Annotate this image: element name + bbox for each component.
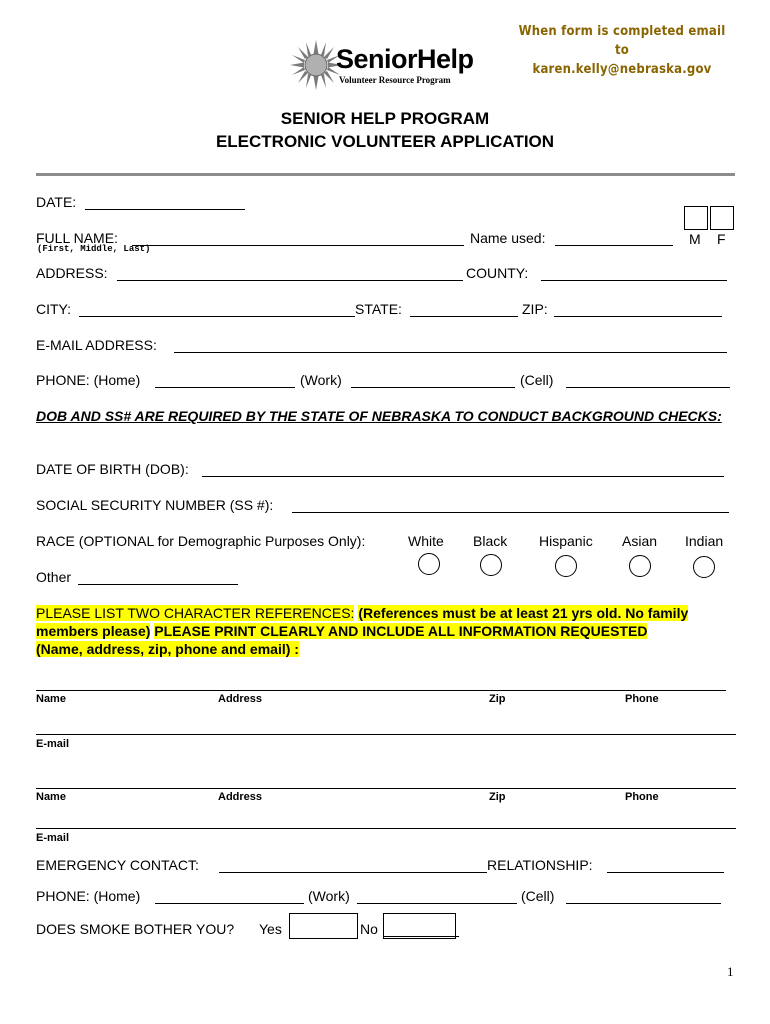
emergency-phone-cell-label: (Cell) xyxy=(521,888,555,904)
emergency-phone-home-field[interactable] xyxy=(155,903,304,904)
zip-field[interactable] xyxy=(554,316,722,317)
smoke-yes-label: Yes xyxy=(259,921,282,937)
reference-2-email-line[interactable] xyxy=(36,828,736,829)
phone-home-label: PHONE: (Home) xyxy=(36,372,141,388)
email-label: E-MAIL ADDRESS: xyxy=(36,337,157,353)
zip-label: ZIP: xyxy=(522,301,548,317)
sun-icon xyxy=(290,40,342,90)
page-title-2: ELECTRONIC VOLUNTEER APPLICATION xyxy=(215,132,555,151)
page-title-1: SENIOR HELP PROGRAM xyxy=(280,109,490,128)
smoke-yes-box[interactable] xyxy=(289,913,358,939)
ref2-email-header: E-mail xyxy=(36,832,70,844)
emergency-phone-work-label: (Work) xyxy=(308,888,350,904)
smoke-question: DOES SMOKE BOTHER YOU? xyxy=(36,921,235,937)
reference-2-line[interactable] xyxy=(36,788,736,789)
ref2-address-header: Address xyxy=(218,791,263,803)
ref1-phone-header: Phone xyxy=(625,693,659,705)
ssn-label: SOCIAL SECURITY NUMBER (SS #): xyxy=(36,497,274,513)
notice-email[interactable]: karen.kelly@nebraska.gov xyxy=(532,62,712,77)
race-option-asian: Asian xyxy=(622,533,658,549)
full-name-hint: (First, Middle, Last) xyxy=(37,244,151,254)
smoke-no-underline xyxy=(383,936,459,937)
race-other-field[interactable] xyxy=(78,584,238,585)
ref1-name-header: Name xyxy=(36,693,66,705)
emergency-contact-label: EMERGENCY CONTACT: xyxy=(36,857,199,873)
email-field[interactable] xyxy=(174,352,727,353)
relationship-label: RELATIONSHIP: xyxy=(487,857,593,873)
smoke-no-label: No xyxy=(360,921,378,937)
name-used-label: Name used: xyxy=(470,230,546,246)
background-check-warning: DOB AND SS# ARE REQUIRED BY THE STATE OF NEBRASKA TO CONDUCT BACKGROUND CHECKS: xyxy=(36,408,722,424)
gender-f-label: F xyxy=(717,231,726,247)
race-asian-radio[interactable] xyxy=(629,555,651,577)
race-black-radio[interactable] xyxy=(480,554,502,576)
emergency-phone-work-field[interactable] xyxy=(357,903,517,904)
logo-tagline: Volunteer Resource Program xyxy=(339,75,451,85)
emergency-phone-home-label: PHONE: (Home) xyxy=(36,888,141,904)
emergency-phone-cell-field[interactable] xyxy=(566,903,721,904)
phone-home-field[interactable] xyxy=(155,387,295,388)
ref1-zip-header: Zip xyxy=(489,693,506,705)
references-intro: PLEASE LIST TWO CHARACTER REFERENCES: xyxy=(36,605,355,621)
dob-field[interactable] xyxy=(202,476,724,477)
full-name-field[interactable] xyxy=(132,245,464,246)
state-field[interactable] xyxy=(410,316,518,317)
seniorhelp-logo xyxy=(290,40,490,90)
title-divider xyxy=(36,173,735,176)
ref1-address-header: Address xyxy=(218,693,263,705)
race-option-indian: Indian xyxy=(685,533,724,549)
references-print-note: PLEASE PRINT CLEARLY AND INCLUDE ALL INFORMATION REQUESTED (Name, address, zip, phone and email) : xyxy=(36,623,648,657)
address-field[interactable] xyxy=(117,280,463,281)
race-option-black: Black xyxy=(473,533,508,549)
phone-work-label: (Work) xyxy=(300,372,342,388)
gender-m-checkbox[interactable] xyxy=(684,206,708,230)
date-label: DATE: xyxy=(36,194,77,210)
name-used-field[interactable] xyxy=(555,245,673,246)
race-option-white: White xyxy=(408,533,444,549)
ref2-phone-header: Phone xyxy=(625,791,659,803)
race-indian-radio[interactable] xyxy=(693,556,715,578)
references-age-note: (References must be at least 21 yrs old. No family members please) xyxy=(36,605,689,639)
reference-1-email-line[interactable] xyxy=(36,734,736,735)
email-notice xyxy=(512,22,732,79)
page-number: 1 xyxy=(727,964,734,979)
race-hispanic-radio[interactable] xyxy=(555,555,577,577)
relationship-field[interactable] xyxy=(607,872,724,873)
dob-label: DATE OF BIRTH (DOB): xyxy=(36,461,189,477)
phone-work-field[interactable] xyxy=(351,387,515,388)
phone-cell-label: (Cell) xyxy=(520,372,554,388)
reference-1-line[interactable] xyxy=(36,690,726,691)
ref1-email-header: E-mail xyxy=(36,738,70,750)
county-field[interactable] xyxy=(541,280,727,281)
notice-line-1: When form is completed email to xyxy=(518,24,726,58)
ssn-field[interactable] xyxy=(292,512,729,513)
logo-brand: SeniorHelp xyxy=(336,44,474,74)
county-label: COUNTY: xyxy=(466,265,529,281)
emergency-contact-field[interactable] xyxy=(219,872,487,873)
references-instructions xyxy=(36,604,696,658)
race-other-label: Other xyxy=(36,569,72,585)
gender-m-label: M xyxy=(689,231,701,247)
city-label: CITY: xyxy=(36,301,72,317)
race-option-hispanic: Hispanic xyxy=(539,533,593,549)
race-label: RACE (OPTIONAL for Demographic Purposes Only): xyxy=(36,533,366,549)
address-label: ADDRESS: xyxy=(36,265,108,281)
phone-cell-field[interactable] xyxy=(566,387,730,388)
state-label: STATE: xyxy=(355,301,402,317)
full-name-label: FULL NAME: xyxy=(36,230,118,246)
gender-f-checkbox[interactable] xyxy=(710,206,734,230)
date-field[interactable] xyxy=(85,209,245,210)
city-field[interactable] xyxy=(79,316,355,317)
race-white-radio[interactable] xyxy=(418,553,440,575)
ref2-zip-header: Zip xyxy=(489,791,506,803)
ref2-name-header: Name xyxy=(36,791,66,803)
